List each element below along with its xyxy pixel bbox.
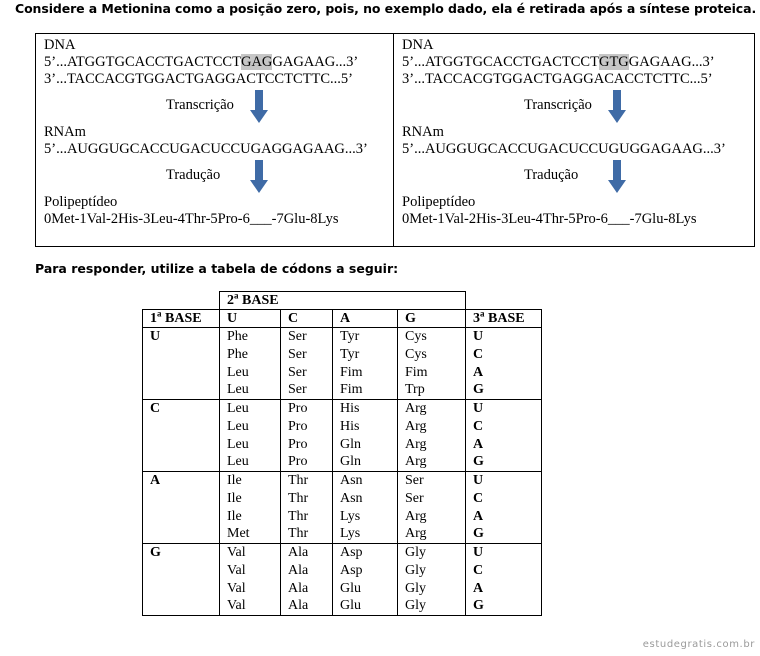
amino-acid: Pro xyxy=(288,436,308,452)
column-header-u: U xyxy=(220,310,281,328)
first-base-cell xyxy=(143,400,220,472)
header-text: BASE xyxy=(484,311,525,326)
first-base-header xyxy=(143,310,220,328)
amino-acid: Arg xyxy=(405,418,427,434)
amino-acid-cell xyxy=(398,328,466,400)
third-base-value: A xyxy=(473,436,484,452)
amino-acid: Thr xyxy=(288,508,309,524)
amino-acid: Gly xyxy=(405,562,426,578)
amino-acid: His xyxy=(340,418,360,434)
header-num: 3 xyxy=(473,311,481,326)
amino-acid: Cys xyxy=(405,346,427,362)
dna-strand-3: 3’...TACCACGTGGACTGAGGACACCTCTTC...5’ xyxy=(402,71,713,87)
amino-acid-cell xyxy=(333,472,398,544)
dna-strand-3: 3’...TACCACGTGGACTGAGGACTCCTCTTC...5’ xyxy=(44,71,353,87)
amino-acid: Fim xyxy=(340,364,363,380)
codon-header-row-bases xyxy=(143,310,542,328)
first-base-value: C xyxy=(150,401,161,416)
amino-acid: Ile xyxy=(227,473,242,488)
column-header-c: C xyxy=(281,310,333,328)
dna-strand-5 xyxy=(44,54,393,71)
amino-acid: Pro xyxy=(288,454,308,470)
amino-acid: Arg xyxy=(405,526,427,542)
header-sup: a xyxy=(234,291,239,301)
dna-panels-table xyxy=(35,33,755,247)
amino-acid: Fim xyxy=(405,364,428,380)
highlighted-codon: GAG xyxy=(240,54,273,70)
amino-acid-cell xyxy=(281,544,333,616)
dna-panels-row xyxy=(36,34,755,247)
amino-acid-cell xyxy=(220,328,281,400)
amino-acid: Glu xyxy=(340,580,361,596)
transcription-label: Transcrição xyxy=(166,97,234,113)
peptide-label: Polipeptídeo xyxy=(402,194,476,210)
first-base-cell xyxy=(143,472,220,544)
instruction-text: Para responder, utilize a tabela de códons a seguir: xyxy=(35,261,399,276)
third-base-cell xyxy=(466,328,542,400)
intro-text: Considere a Metionina como a posição zero, pois, no exemplo dado, ela é retirada após a síntese proteica. xyxy=(15,1,757,16)
amino-acid: Lys xyxy=(340,526,361,542)
third-base-value: G xyxy=(473,598,484,614)
amino-acid: Cys xyxy=(405,329,427,344)
third-base-value: G xyxy=(473,454,484,470)
down-arrow-icon xyxy=(250,160,268,193)
dna-strand-5 xyxy=(402,54,754,71)
third-base-cell xyxy=(466,544,542,616)
first-base-value: A xyxy=(150,473,161,488)
amino-acid-cell xyxy=(398,472,466,544)
amino-acid: Val xyxy=(227,562,246,578)
codon-row xyxy=(143,544,542,616)
third-base-value: C xyxy=(473,562,484,578)
header-text: BASE xyxy=(238,293,279,308)
strand-5-start: 5’...ATGGTGCACCTGACTCCT xyxy=(402,54,599,70)
amino-acid: Val xyxy=(227,545,246,560)
amino-acid: Gly xyxy=(405,545,426,560)
amino-acid: Ala xyxy=(288,598,309,614)
amino-acid: Arg xyxy=(405,454,427,470)
rna-sequence: 5’...AUGGUGCACCUGACUCCUGUGGAGAAG...3’ xyxy=(402,141,726,157)
translation-label: Tradução xyxy=(524,167,579,183)
codon-header-row-second-base xyxy=(143,292,542,310)
amino-acid: Pro xyxy=(288,418,308,434)
amino-acid: Arg xyxy=(405,401,427,416)
first-base-value: G xyxy=(150,545,161,560)
amino-acid: Ser xyxy=(405,490,424,506)
amino-acid: Thr xyxy=(288,473,309,488)
header-num: 1 xyxy=(150,311,157,326)
amino-acid: Asp xyxy=(340,545,363,560)
transcription-step xyxy=(44,88,393,124)
column-header-g: G xyxy=(398,310,466,328)
first-base-value: U xyxy=(150,329,161,344)
third-base-value: U xyxy=(473,545,484,560)
third-base-value: C xyxy=(473,346,484,362)
first-base-cell xyxy=(143,544,220,616)
amino-acid: Ser xyxy=(405,473,424,488)
peptide-sequence: 0Met-1Val-2His-3Leu-4Thr-5Pro-6___-7Glu-8Lys xyxy=(402,211,697,227)
amino-acid-cell xyxy=(398,400,466,472)
highlighted-codon: GTG xyxy=(598,54,629,70)
header-sup: a xyxy=(157,309,162,319)
amino-acid: Glu xyxy=(340,598,361,614)
header-text: BASE xyxy=(161,311,202,326)
amino-acid-cell xyxy=(220,472,281,544)
amino-acid-cell xyxy=(281,400,333,472)
peptide-label: Polipeptídeo xyxy=(44,194,118,210)
third-base-value: G xyxy=(473,526,484,542)
amino-acid-cell xyxy=(333,544,398,616)
amino-acid: Ile xyxy=(227,490,242,506)
amino-acid: Leu xyxy=(227,364,249,380)
amino-acid: Thr xyxy=(288,490,309,506)
amino-acid: Gly xyxy=(405,598,426,614)
header-num: 2 xyxy=(227,293,234,308)
amino-acid: Ser xyxy=(288,382,307,398)
amino-acid: Val xyxy=(227,598,246,614)
amino-acid: Leu xyxy=(227,454,249,470)
watermark: estudegratis.com.br xyxy=(642,639,755,650)
third-base-value: A xyxy=(473,508,484,524)
third-base-value: C xyxy=(473,490,484,506)
amino-acid: Ala xyxy=(288,580,309,596)
amino-acid: Lys xyxy=(340,508,361,524)
amino-acid: Gly xyxy=(405,580,426,596)
translation-step xyxy=(402,158,754,194)
transcription-step xyxy=(402,88,754,124)
amino-acid: Asp xyxy=(340,562,363,578)
codon-table xyxy=(142,291,542,616)
third-base-value: A xyxy=(473,364,484,380)
codon-row xyxy=(143,328,542,400)
amino-acid: Asn xyxy=(340,490,363,506)
amino-acid-cell xyxy=(281,472,333,544)
amino-acid-cell xyxy=(281,328,333,400)
down-arrow-icon xyxy=(608,160,626,193)
column-header-a: A xyxy=(333,310,398,328)
amino-acid: Pro xyxy=(288,401,308,416)
third-base-header xyxy=(466,310,542,328)
amino-acid: Tyr xyxy=(340,346,360,362)
panel-normal xyxy=(36,34,394,247)
dna-label: DNA xyxy=(402,37,434,53)
codon-row xyxy=(143,472,542,544)
header-empty-cell xyxy=(466,292,542,310)
second-base-header xyxy=(220,292,466,310)
translation-label: Tradução xyxy=(166,167,221,183)
amino-acid: Trp xyxy=(405,382,425,398)
amino-acid: Phe xyxy=(227,329,248,344)
header-sup: a xyxy=(480,309,485,319)
amino-acid-cell xyxy=(220,544,281,616)
amino-acid: Met xyxy=(227,526,250,542)
translation-step xyxy=(44,158,393,194)
third-base-value: U xyxy=(473,401,484,416)
amino-acid: Fim xyxy=(340,382,363,398)
down-arrow-icon xyxy=(608,90,626,123)
down-arrow-icon xyxy=(250,90,268,123)
third-base-value: C xyxy=(473,418,484,434)
amino-acid-cell xyxy=(333,400,398,472)
amino-acid: Ile xyxy=(227,508,242,524)
codon-row xyxy=(143,400,542,472)
amino-acid: Val xyxy=(227,580,246,596)
rna-label: RNAm xyxy=(44,124,86,140)
panel-mutated xyxy=(394,34,755,247)
amino-acid: Gln xyxy=(340,436,361,452)
amino-acid: Ser xyxy=(288,346,307,362)
amino-acid: Arg xyxy=(405,436,427,452)
third-base-cell xyxy=(466,400,542,472)
strand-5-end: GAGAAG...3’ xyxy=(272,54,359,70)
amino-acid: Leu xyxy=(227,436,249,452)
amino-acid: Phe xyxy=(227,346,248,362)
codon-body xyxy=(143,328,542,616)
amino-acid: His xyxy=(340,401,360,416)
transcription-label: Transcrição xyxy=(524,97,592,113)
third-base-value: A xyxy=(473,580,484,596)
amino-acid: Leu xyxy=(227,418,249,434)
amino-acid-cell xyxy=(333,328,398,400)
amino-acid: Gln xyxy=(340,454,361,470)
third-base-value: U xyxy=(473,473,484,488)
amino-acid: Asn xyxy=(340,473,363,488)
amino-acid: Ser xyxy=(288,329,307,344)
dna-label: DNA xyxy=(44,37,76,53)
amino-acid-cell xyxy=(220,400,281,472)
header-empty-cell xyxy=(143,292,220,310)
third-base-value: G xyxy=(473,382,484,398)
amino-acid: Ala xyxy=(288,562,309,578)
strand-5-end: GAGAAG...3’ xyxy=(628,54,715,70)
amino-acid: Leu xyxy=(227,401,249,416)
third-base-cell xyxy=(466,472,542,544)
amino-acid: Ala xyxy=(288,545,309,560)
amino-acid-cell xyxy=(398,544,466,616)
rna-label: RNAm xyxy=(402,124,444,140)
peptide-sequence: 0Met-1Val-2His-3Leu-4Thr-5Pro-6___-7Glu-8Lys xyxy=(44,211,339,227)
amino-acid: Arg xyxy=(405,508,427,524)
first-base-cell xyxy=(143,328,220,400)
third-base-value: U xyxy=(473,329,484,344)
amino-acid: Leu xyxy=(227,382,249,398)
amino-acid: Ser xyxy=(288,364,307,380)
amino-acid: Thr xyxy=(288,526,309,542)
strand-5-start: 5’...ATGGTGCACCTGACTCCT xyxy=(44,54,241,70)
amino-acid: Tyr xyxy=(340,329,360,344)
rna-sequence: 5’...AUGGUGCACCUGACUCCUGAGGAGAAG...3’ xyxy=(44,141,368,157)
